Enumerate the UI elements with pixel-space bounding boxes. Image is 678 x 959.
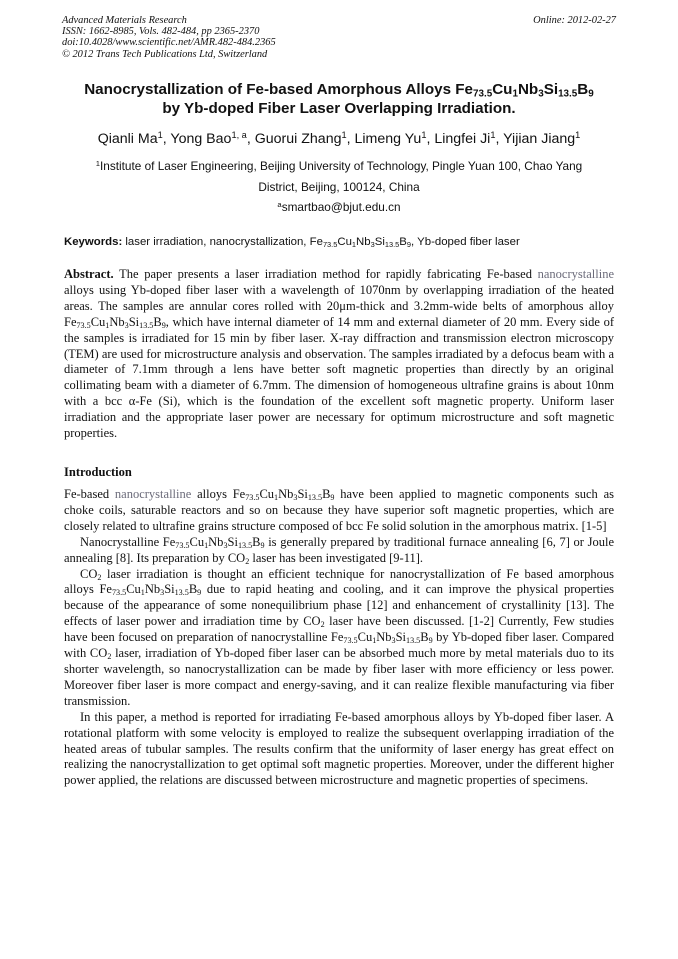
intro-paragraph-1: Fe-based nanocrystalline alloys $Fe_{73.5}Cu_1Nb_3Si_{13.5}B_9$ have been applied to magnetic components such as choke coils, saturable reactors and so on because they have superior soft magnetic properties, which are closely related to ultrafine grains structure composed of bcc Fe solid solution in the amorphous matrix. [1-5] xyxy=(64,487,615,533)
paper-title xyxy=(40,80,638,118)
author: Limeng Yu$^1$, xyxy=(354,129,435,147)
author-email: $^a$smartbao@bjut.edu.cn xyxy=(277,199,401,214)
intro-paragraph-4: In this paper, a method is reported for irradiating Fe-based amorphous alloys by Yb-doped fiber laser. A rotational platform with some velocity is employed to realize the subsequent overlapping irradiation of the heated areas of tubular samples. The results confirm that the uniformity of laser energy has great effect on realizing the nanocrystallization to get optimal soft magnetic properties. Moreover, under the different higher power applied, the relations are discussed between microstructure and magnetic properties of specimens. xyxy=(64,709,614,788)
author: Qianli Ma$^1$, xyxy=(97,129,171,147)
affiliation: $^1$Institute of Laser Engineering, Beijing University of Technology, Pingle Yuan 100, Chao Yang District, Beijing, 100124, China xyxy=(95,158,583,194)
author: Lingfei Ji$^1$, xyxy=(434,129,504,147)
introduction-body xyxy=(64,487,614,789)
author: Yijian Jiang$^1$ xyxy=(503,129,581,147)
abstract-label: Abstract. xyxy=(64,267,114,281)
journal-header xyxy=(62,15,616,60)
keywords: Keywords: laser irradiation, nanocrystallization, $Fe_{73.5}Cu_1Nb_3Si_{13.5}B_9$, Yb-doped fiber laser xyxy=(64,236,520,249)
doi-line: doi:10.4028/www.scientific.net/AMR.482-484.2365 xyxy=(62,37,276,49)
introduction-heading: Introduction xyxy=(64,465,132,479)
author: Yong Bao$^{1, a}$, xyxy=(170,129,255,147)
keywords-label: Keywords: xyxy=(64,236,123,248)
title-line-1: Nanocrystallization of Fe-based Amorphous Alloys $Fe_{73.5}Cu_1Nb_3Si_{13.5}B_9$ xyxy=(84,81,594,100)
copyright-line: © 2012 Trans Tech Publications Ltd, Switzerland xyxy=(62,48,268,60)
intro-paragraph-2: Nanocrystalline $Fe_{73.5}Cu_1Nb_3Si_{13.5}B_9$ is generally prepared by traditional furnace annealing [6, 7] or Joule annealing [8]. Its preparation by $CO_2$ laser has been investigated [9-11]. xyxy=(64,534,614,566)
issn-line: ISSN: 1662-8985, Vols. 482-484, pp 2365-2370 xyxy=(62,26,260,38)
online-date: Online: 2012-02-27 xyxy=(533,15,616,26)
author-list xyxy=(30,130,648,148)
title-line-2: by Yb-doped Fiber Laser Overlapping Irradiation. xyxy=(162,100,516,117)
journal-name: Advanced Materials Research xyxy=(62,15,187,26)
abstract: Abstract. The paper presents a laser irradiation method for rapidly fabricating Fe-based nanocrystalline alloys using Yb-doped fiber laser with a wavelength of 1070nm by overlapping irradiation of the heated areas. The samples are annular cores rolled with 20μm-thick and 3.2mm-wide belts of amorphous alloy $Fe_{73.5}Cu_1Nb_3Si_{13.5}B_9$, which have internal diameter of 14 mm and external diameter of 20 mm. Every side of the samples is irradiated for 15 min by fiber laser. X-ray diffraction and transmission electron microscopy (TEM) are used for microstructure analysis and observation. The samples irradiated by a defocus beam with a diameter of 7.1mm through a lens have better soft magnetic properties than directly by an original collimating beam with a diameter of 6.7mm. The dimension of homogeneous ultrafine grains is about 10nm with a bcc α-Fe (Si), which is the foundation of the excellent soft magnetic property. Uniform laser irradiation and the appropriate laser power are necessary for optimum microstructure and soft magnetic properties. xyxy=(64,267,614,441)
author: Guorui Zhang$^1$, xyxy=(254,129,355,147)
intro-paragraph-3: $CO_2$ laser irradiation is thought an efficient technique for nanocrystallization of Fe based amorphous alloys $Fe_{73.5}Cu_1Nb_3Si_{13.5}B_9$ due to rapid heating and cooling, and it can improve the physical properties because of the appearance of some nonequilibrium phase [12] and enhancement of crystallinity [13]. The effects of laser power and irradiation time by $CO_2$ laser have been discussed. [1-2] Currently, Few studies have been focused on preparation of nanocrystalline $Fe_{73.5}Cu_1Nb_3Si_{13.5}B_9$ by Yb-doped fiber laser. Compared with $CO_2$ laser, irradiation of Yb-doped fiber laser can be absorbed much more by metal materials duo to its shorter wavelength, so nanocrystallization can be made by fiber laser with more efficiency or less power. Moreover fiber laser is more compact and energy-saving, and it can realize flexible manufacturing via fiber transmission. xyxy=(64,566,615,708)
